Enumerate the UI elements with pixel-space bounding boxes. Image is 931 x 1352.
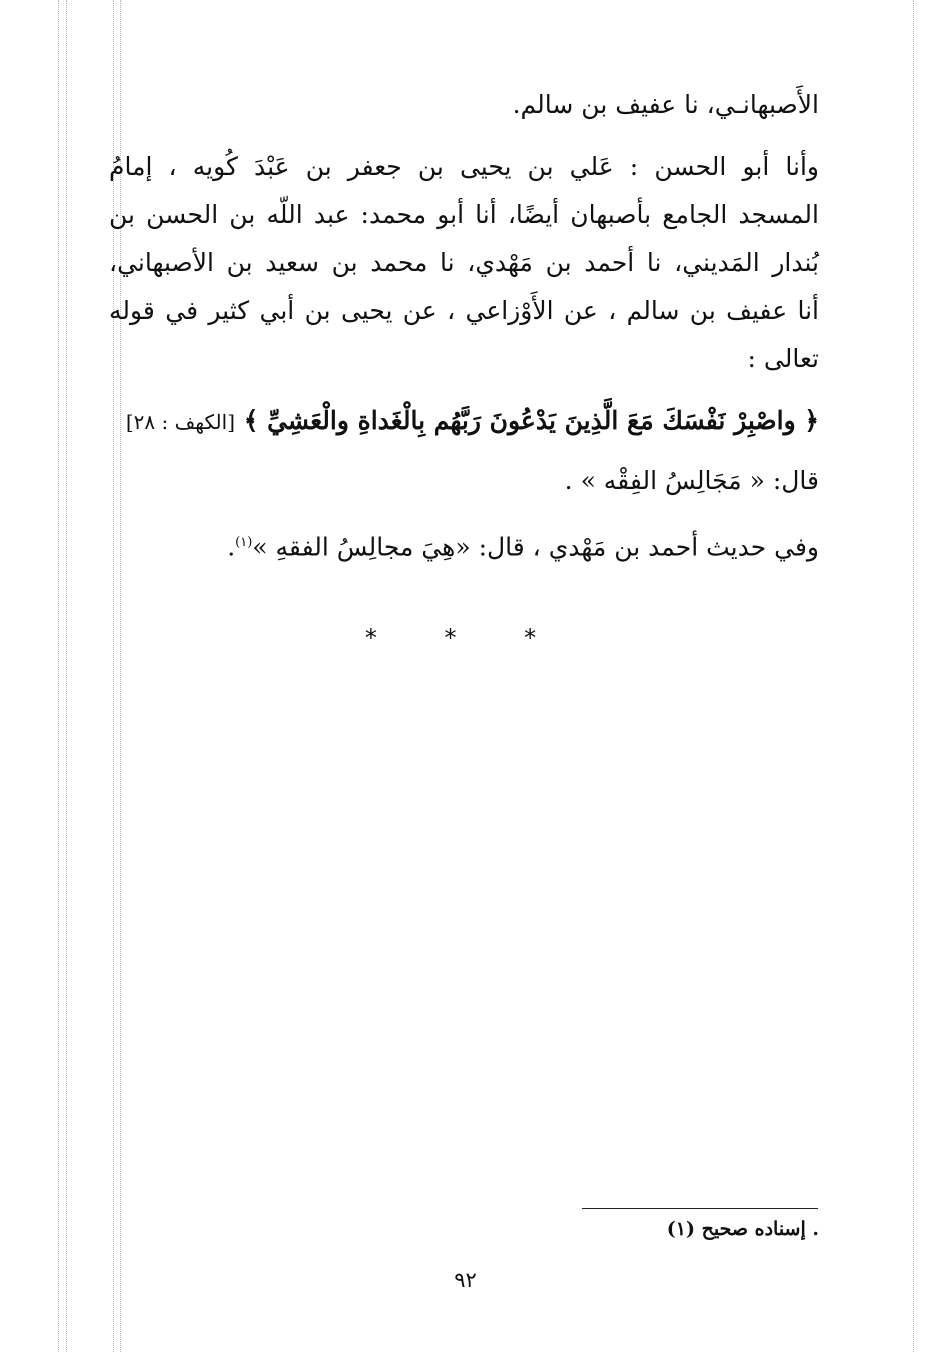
page-number: ٩٢ [454, 1268, 477, 1292]
verse-text: ﴿ واصْبِرْ نَفْسَكَ مَعَ الَّذِينَ يَدْعُونَ رَبَّهُم بِالْغَداةِ والْعَشِيِّ ﴾ [243, 406, 819, 435]
footnote-rule [582, 1208, 818, 1209]
text-line-4: بُندار المَديني، نا أحمد بن مَهْدي، نا محمد بن سعيد بن الأصبهاني، [109, 248, 819, 277]
text-line-2: وأنا أبو الحسن : عَلي بن يحيى بن جعفر بن عَبْدَ كُويه ، إمامُ [109, 152, 819, 181]
quran-verse [126, 404, 819, 439]
text-line-9-end: . [227, 532, 236, 562]
text-line-1: الأَصبهانـي، نا عفيف بن سالم. [512, 90, 819, 119]
text-line-6: تعالى : [747, 344, 819, 373]
text-line-3: المسجد الجامع بأصبهان أيضًا، أنا أبو محمد: عبد اللّه بن الحسن بن [109, 200, 819, 229]
section-separator: * * * [364, 624, 567, 652]
footnote: (١) إسناده صحيح . [666, 1218, 819, 1240]
text-line-8: قال: « مَجَالِسُ الفِقْه » . [564, 466, 819, 495]
verse-reference: [الكهف : ٢٨] [125, 410, 235, 434]
text-line-5: أنا عفيف بن سالم ، عن الأَوْزاعي ، عن يحيى بن أبي كثير في قوله [109, 296, 819, 325]
footnote-marker: (١) [235, 535, 253, 550]
text-line-9 [227, 526, 819, 564]
text-line-9-body: وفي حديث أحمد بن مَهْدي ، قال: «هِيَ مجالِسُ الفقهِ » [252, 532, 819, 562]
